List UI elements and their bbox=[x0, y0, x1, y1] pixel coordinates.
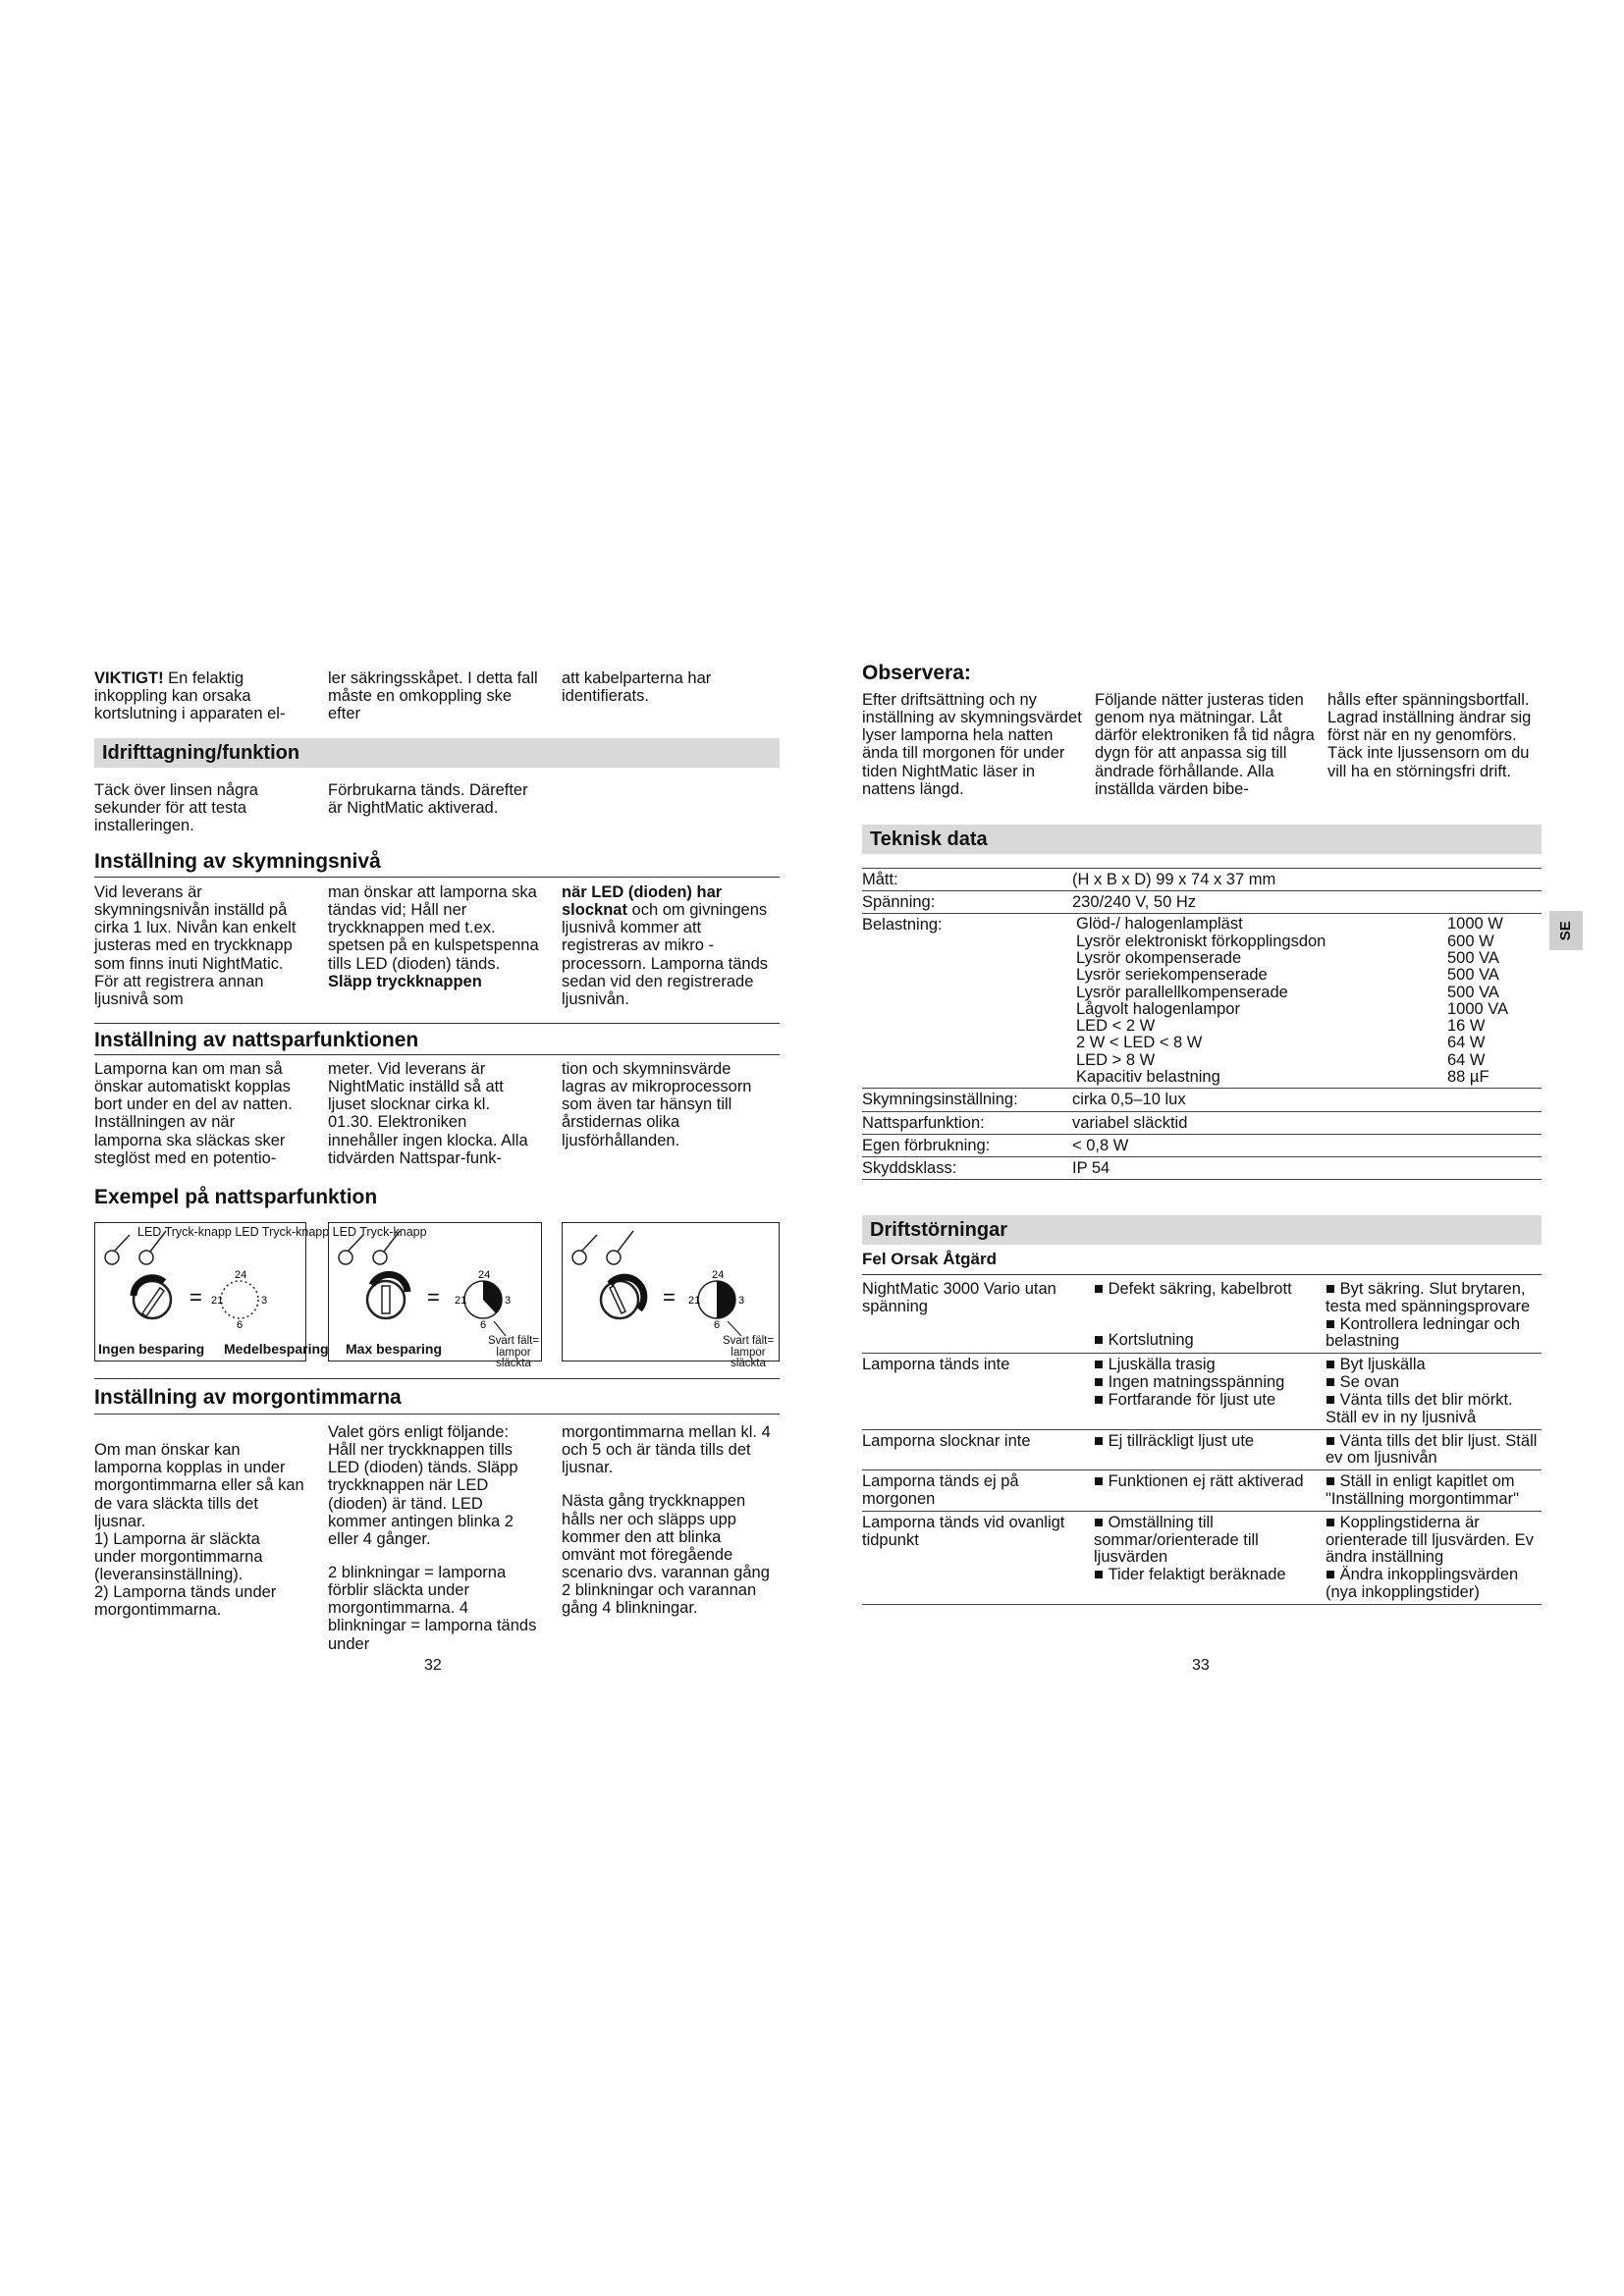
tech-row-load bbox=[862, 914, 1542, 1089]
load-item-name: Kapacitiv belastning bbox=[1076, 1068, 1220, 1087]
dial-6: 6 bbox=[237, 1319, 244, 1331]
tech-label: Belastning: bbox=[862, 914, 1072, 1089]
fault-row bbox=[862, 1354, 1542, 1429]
tech-table bbox=[862, 868, 1542, 1180]
fault-row bbox=[862, 1278, 1542, 1354]
heading-nattspar: Inställning av nattsparfunktionen bbox=[94, 1029, 419, 1051]
fault-orsak-item bbox=[1094, 1299, 1326, 1332]
fault-table bbox=[862, 1278, 1542, 1605]
fault-atgard-item: ■ Ändra inkopplingsvärden (nya inkopplingstider) bbox=[1326, 1567, 1542, 1602]
fault-orsak bbox=[1094, 1354, 1326, 1429]
load-item bbox=[1076, 1052, 1542, 1069]
tech-row bbox=[862, 869, 1542, 891]
dial-21: 21 bbox=[688, 1295, 701, 1307]
nattspar-col2-text: meter. Vid leverans är NightMatic inställd så att ljuset slocknar cirka kl. 01.30. Elektroniken innehåller ingen klocka. Alla tidvärden Nattspar-funk- bbox=[328, 1060, 528, 1167]
fault-atgard-item: ■ Kontrollera ledningar och belastning bbox=[1326, 1316, 1542, 1352]
dial-3: 3 bbox=[261, 1295, 268, 1307]
morgon-col1-text: Om man önskar kan lamporna kopplas in under morgontimmarna eller så kan de vara släckta tills det ljusnar. 1) Lamporna är släckta under morgontimmarna (leveransinställning). 2) Lamporna tänds under morgontimmarna. bbox=[94, 1441, 304, 1620]
eq-sign: = bbox=[189, 1285, 202, 1309]
fault-orsak-item: ■ Funktionen ej rätt aktiverad bbox=[1094, 1473, 1326, 1491]
morgon-col3a-text: morgontimmarna mellan kl. 4 och 5 och är tända tills det ljusnar. bbox=[562, 1423, 771, 1477]
load-item-name: LED > 8 W bbox=[1076, 1050, 1156, 1069]
tech-row bbox=[862, 1089, 1542, 1111]
intro-bold: VIKTIGT! bbox=[94, 669, 164, 687]
load-item bbox=[1076, 967, 1542, 984]
fault-orsak-item: ■ Kortslutning bbox=[1094, 1332, 1326, 1350]
idrift-col2 bbox=[328, 781, 539, 817]
idrift-col1 bbox=[94, 781, 305, 834]
dial-3: 3 bbox=[738, 1295, 745, 1307]
morgon-col2b-text: 2 blinkningar = lamporna förblir släckta under morgontimmarna. 4 blinkningar = lamporna tänds under bbox=[328, 1563, 537, 1653]
tech-value: variabel släcktid bbox=[1072, 1111, 1542, 1134]
dial-24: 24 bbox=[478, 1269, 491, 1281]
observera-col3 bbox=[1327, 691, 1549, 780]
black-field-note: Svart fält= lampor släckta bbox=[722, 1335, 775, 1369]
fault-table-header: Fel Orsak Åtgärd bbox=[862, 1250, 997, 1268]
divider bbox=[94, 1378, 780, 1379]
tech-value: < 0,8 W bbox=[1072, 1134, 1542, 1156]
intro-col2 bbox=[328, 669, 539, 722]
dial-21: 21 bbox=[455, 1295, 467, 1307]
figure-top-label: LED Tryck-knapp LED Tryck-knapp LED Tryck-knapp bbox=[137, 1225, 427, 1239]
load-item bbox=[1076, 985, 1542, 1001]
dial-21: 21 bbox=[211, 1295, 224, 1307]
nattspar-col1 bbox=[94, 1060, 305, 1167]
observera-col2-text: Följande nätter justeras tiden genom nya mätningar. Låt därför elektroniken få tid några dygn för att anpassa sig till ändrade förhållande. Alla inställda värden bibe- bbox=[1095, 691, 1315, 798]
tech-row bbox=[862, 1134, 1542, 1156]
tech-label: Skyddsklass: bbox=[862, 1156, 1072, 1179]
observera-col3-text: hålls efter spänningsbortfall. Lagrad inställning ändrar sig först när en ny genomförs. Täck inte ljussensorn om du vill ha en störningsfri drift. bbox=[1327, 691, 1532, 780]
fault-atgard-item: ■ Byt säkring. Slut brytaren, testa med spänningsprovare bbox=[1326, 1281, 1542, 1316]
fault-atgard bbox=[1326, 1470, 1542, 1512]
load-item-value: 500 VA bbox=[1447, 983, 1499, 1001]
intro-col1 bbox=[94, 669, 305, 722]
load-item-value: 16 W bbox=[1447, 1017, 1486, 1036]
load-item-name: Lysrör elektroniskt förkopplingsdon bbox=[1076, 932, 1326, 950]
load-item-name: Lysrör seriekompenserade bbox=[1076, 966, 1268, 985]
fault-orsak bbox=[1094, 1278, 1326, 1354]
page-number-right: 33 bbox=[1192, 1657, 1210, 1674]
fault-orsak-item: ■ Tider felaktigt beräknade bbox=[1094, 1567, 1326, 1584]
fault-atgard bbox=[1326, 1354, 1542, 1429]
page-number-left: 32 bbox=[424, 1657, 442, 1674]
fault-fel: Lamporna slocknar inte bbox=[862, 1429, 1094, 1470]
skymning-col1 bbox=[94, 883, 305, 1008]
load-item-value: 1000 W bbox=[1447, 915, 1503, 934]
divider bbox=[94, 1023, 780, 1024]
load-item-value: 64 W bbox=[1447, 1050, 1486, 1069]
divider bbox=[94, 877, 780, 878]
morgon-col3b-text: Nästa gång tryckknappen hålls ner och släpps upp kommer den att blinka omvänt mot föregående scenario dvs. varannan gång 2 blinkningar och varannan gång 4 blinkningar. bbox=[562, 1492, 770, 1618]
observera-col2 bbox=[1095, 691, 1317, 798]
tech-value: cirka 0,5–10 lux bbox=[1072, 1089, 1542, 1111]
load-item-name: Glöd-/ halogenlampläst bbox=[1076, 915, 1243, 934]
morgon-col2a-text: Valet görs enligt följande: Håll ner tryckknappen tills LED (dioden) tänds. Släpp tryckknappen när LED (dioden) är tänd. LED kommer antingen blinka 2 eller 4 gånger. bbox=[328, 1423, 518, 1548]
fault-atgard-item: ■ Kopplingstiderna är orienterade till ljusvärden. Ev ändra inställning bbox=[1326, 1515, 1542, 1567]
caption-max: Max besparing bbox=[346, 1341, 443, 1357]
fault-orsak bbox=[1094, 1470, 1326, 1512]
load-item bbox=[1076, 916, 1542, 933]
heading-morgon: Inställning av morgontimmarna bbox=[94, 1386, 402, 1409]
fault-orsak-item: ■ Omställning till sommar/orienterade till ljusvärden bbox=[1094, 1515, 1326, 1567]
section-bar-drift: Driftstörningar bbox=[862, 1215, 1542, 1245]
skymning-col3-bold: när LED (dioden) har slocknat bbox=[562, 883, 723, 920]
nattspar-col1-text: Lamporna kan om man så önskar automatiskt kopplas bort under en del av natten. Inställningen av när lamporna ska släckas sker steglöst med en potentio- bbox=[94, 1060, 293, 1167]
caption-medium: Medelbesparing bbox=[224, 1341, 329, 1357]
load-item-name: Lysrör okompenserade bbox=[1076, 948, 1242, 967]
load-item-name: Lysrör parallellkompenserade bbox=[1076, 983, 1288, 1001]
fault-orsak-item: ■ Fortfarande för ljust ute bbox=[1094, 1392, 1326, 1410]
nattspar-col3-text: tion och skymninsvärde lagras av mikroprocessorn som även tar hänsyn till årstidernas olika ljusförhållanden. bbox=[562, 1060, 752, 1149]
fault-atgard bbox=[1326, 1429, 1542, 1470]
nattspar-col3 bbox=[562, 1060, 773, 1149]
section-bar-teknisk: Teknisk data bbox=[862, 825, 1542, 854]
load-item-name: LED < 2 W bbox=[1076, 1017, 1156, 1036]
fault-orsak-item: ■ Ljuskälla trasig bbox=[1094, 1357, 1326, 1374]
tech-row bbox=[862, 891, 1542, 914]
tech-label: Mått: bbox=[862, 869, 1072, 891]
tech-row bbox=[862, 1156, 1542, 1179]
tech-label: Skymningsinställning: bbox=[862, 1089, 1072, 1111]
fault-atgard bbox=[1326, 1511, 1542, 1604]
intro-col3 bbox=[562, 669, 773, 705]
tech-row bbox=[862, 1111, 1542, 1134]
caption-none: Ingen besparing bbox=[98, 1341, 205, 1357]
heading-exempel: Exempel på nattsparfunktion bbox=[94, 1186, 378, 1208]
load-item-value: 1000 VA bbox=[1447, 999, 1509, 1018]
load-item-value: 88 µF bbox=[1447, 1068, 1489, 1087]
load-item bbox=[1076, 1001, 1542, 1018]
fault-atgard-item: ■ Vänta tills det blir mörkt. Ställ ev in ny ljusnivå bbox=[1326, 1392, 1542, 1427]
intro-text: En felaktig inkoppling kan orsaka kortslutning i apparaten el- bbox=[94, 669, 286, 723]
fault-atgard-item: ■ Ställ in enligt kapitlet om "Inställning morgontimmar" bbox=[1326, 1473, 1542, 1509]
fault-row bbox=[862, 1429, 1542, 1470]
load-item bbox=[1076, 950, 1542, 967]
divider bbox=[94, 1054, 780, 1055]
section-bar-idrift: Idrifttagning/funktion bbox=[94, 738, 780, 768]
skymning-col1-text: Vid leverans är skymningsnivån inställd på cirka 1 lux. Nivån kan enkelt justeras med en tryckknapp som finns inuti NightMatic. För att registrera annan ljusnivå som bbox=[94, 883, 297, 1008]
load-item bbox=[1076, 1069, 1542, 1086]
fault-fel: NightMatic 3000 Vario utan spänning bbox=[862, 1278, 1094, 1354]
tech-label: Nattsparfunktion: bbox=[862, 1111, 1072, 1134]
skymning-col2 bbox=[328, 883, 539, 990]
heading-skymning: Inställning av skymningsnivå bbox=[94, 850, 381, 873]
divider bbox=[94, 1414, 780, 1415]
tech-value: 230/240 V, 50 Hz bbox=[1072, 891, 1542, 914]
fault-atgard-item: ■ Se ovan bbox=[1326, 1374, 1542, 1392]
divider bbox=[862, 1274, 1542, 1275]
fault-row bbox=[862, 1511, 1542, 1604]
fault-orsak-item: ■ Defekt säkring, kabelbrott bbox=[1094, 1281, 1326, 1299]
fault-atgard bbox=[1326, 1278, 1542, 1354]
tech-value: IP 54 bbox=[1072, 1156, 1542, 1179]
idrift-col1-text: Täck över linsen några sekunder för att testa installeringen. bbox=[94, 781, 258, 835]
tech-label: Egen förbrukning: bbox=[862, 1134, 1072, 1156]
dial-3: 3 bbox=[505, 1295, 512, 1307]
fault-fel: Lamporna tänds inte bbox=[862, 1354, 1094, 1429]
load-item bbox=[1076, 934, 1542, 950]
skymning-col3 bbox=[562, 883, 773, 1008]
eq-sign: = bbox=[427, 1285, 440, 1309]
figure-panel-max bbox=[562, 1222, 780, 1369]
nattspar-col2 bbox=[328, 1060, 539, 1167]
skymning-col3-text: och om givningens ljusnivå kommer att registreras av mikro - processorn. Lamporna tänds sedan vid den registrerade ljusnivån. bbox=[562, 901, 769, 1008]
observera-col1-text: Efter driftsättning och ny inställning av skymningsvärdet lyser lamporna hela natten ända till morgonen för under tiden NightMatic läser in nattens längd. bbox=[862, 691, 1082, 798]
morgon-col2 bbox=[328, 1423, 539, 1653]
eq-sign: = bbox=[663, 1285, 676, 1309]
morgon-col3 bbox=[562, 1423, 773, 1617]
fault-atgard-item: ■ Vänta tills det blir ljust. Ställ ev om ljusnivån bbox=[1326, 1433, 1542, 1468]
load-item-value: 600 W bbox=[1447, 932, 1494, 950]
dial-6: 6 bbox=[480, 1319, 487, 1331]
load-item-name: 2 W < LED < 8 W bbox=[1076, 1034, 1203, 1052]
intro-col3-text: att kabelparterna har identifierats. bbox=[562, 669, 712, 706]
observera-col1 bbox=[862, 691, 1084, 798]
heading-observera: Observera: bbox=[862, 662, 971, 684]
load-item-name: Lågvolt halogenlampor bbox=[1076, 999, 1240, 1018]
dial-24: 24 bbox=[235, 1269, 247, 1281]
load-item-value: 500 VA bbox=[1447, 966, 1499, 985]
fault-orsak bbox=[1094, 1511, 1326, 1604]
language-tab bbox=[1549, 911, 1583, 950]
dial-6: 6 bbox=[714, 1319, 721, 1331]
skymning-col2-text: man önskar att lamporna ska tändas vid; Håll ner tryckknappen med t.ex. spetsen på en kulspetspenna tills LED (dioden) tänds. bbox=[328, 883, 539, 973]
load-item-value: 64 W bbox=[1447, 1034, 1486, 1052]
fault-orsak-item: ■ Ingen matningsspänning bbox=[1094, 1374, 1326, 1392]
dial-24: 24 bbox=[712, 1269, 725, 1281]
load-item bbox=[1076, 1035, 1542, 1051]
intro-col2-text: ler säkringsskåpet. I detta fall måste en omkoppling ske efter bbox=[328, 669, 538, 723]
fault-row bbox=[862, 1470, 1542, 1512]
load-item bbox=[1076, 1018, 1542, 1035]
fault-atgard-item: ■ Byt ljuskälla bbox=[1326, 1357, 1542, 1374]
fault-fel: Lamporna tänds vid ovanligt tidpunkt bbox=[862, 1511, 1094, 1604]
language-tab-label: SE bbox=[1556, 920, 1574, 941]
black-field-note: Svart fält= lampor släckta bbox=[487, 1335, 540, 1369]
tech-load-list bbox=[1072, 914, 1542, 1089]
tech-value: (H x B x D) 99 x 74 x 37 mm bbox=[1072, 869, 1542, 891]
fault-orsak bbox=[1094, 1429, 1326, 1470]
morgon-col1 bbox=[94, 1423, 305, 1637]
idrift-col2-text: Förbrukarna tänds. Därefter är NightMatic aktiverad. bbox=[328, 781, 528, 818]
skymning-col2-bold: Släpp tryckknappen bbox=[328, 972, 482, 990]
fault-orsak-item: ■ Ej tillräckligt ljust ute bbox=[1094, 1433, 1326, 1451]
fault-fel: Lamporna tänds ej på morgonen bbox=[862, 1470, 1094, 1512]
load-item-value: 500 VA bbox=[1447, 948, 1499, 967]
tech-label: Spänning: bbox=[862, 891, 1072, 914]
